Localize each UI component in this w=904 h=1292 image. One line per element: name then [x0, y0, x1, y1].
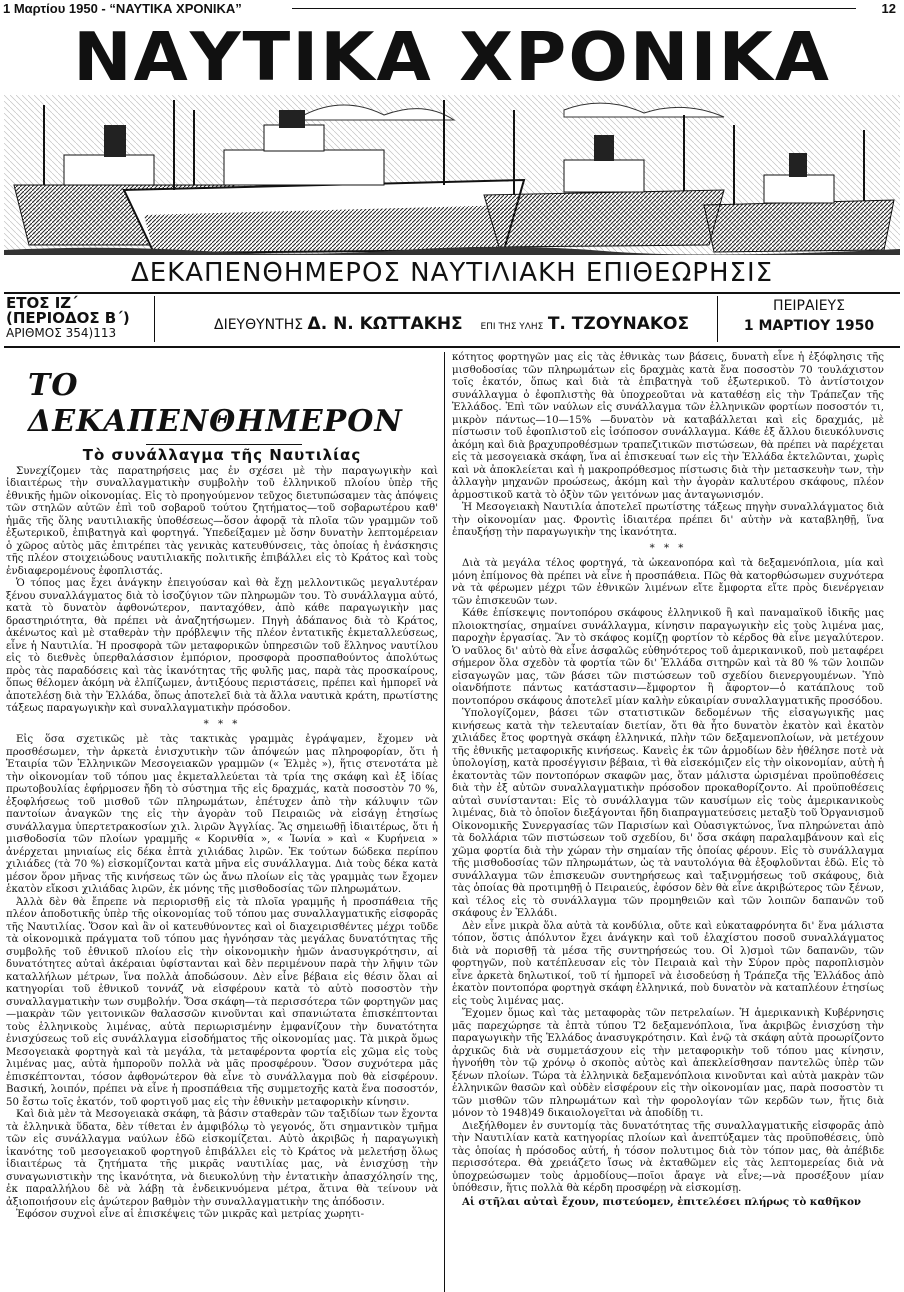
right-column	[452, 352, 884, 1208]
paragraph: Ἡ Μεσογειακὴ Ναυτιλία ἀποτελεῖ πρωτίστης τάξεως πηγὴν συναλλάγματος διὰ τὴν οἰκονομίαν μας. Φροντὶς ἰδιαιτέρα πρέπει δι' αὐτὴν νὰ καταβληθῇ, ἵνα ἐπαυξήσῃ τὴν παραγωγικὴν της ἰκανότητα.	[452, 502, 884, 538]
section-heading: ΤΟ ΔΕΚΑΠΕΝΘΗΜΕΡΟΝ	[28, 368, 403, 439]
ships-illustration	[4, 95, 900, 255]
paragraph: Καὶ διὰ μὲν τὰ Μεσογειακὰ σκάφη, τὰ βάσιν σταθερὰν τῶν ταξιδίων των ἔχοντα τὰ ἑλληνικὰ ὕδατα, δὲν τίθεται ἐν ἀμφιβόλῳ τὸ γεγονός, ὅτι σημαντικὸν τμῆμα τῶν εἰς συνάλλαγμα ναύλων ἐδῶ εἰσκομίζεται. Αὐτὸ ἀκριβῶς ἡ παραγωγικὴ ἰκανότης τοῦ μεσογειακοῦ φορτηγοῦ ἐπιβάλλει εἰς τὸ Κράτος νὰ μελετήσῃ ὅλως ἰδιαιτέρως τὰ ζητήματα τῆς μικρᾶς ναυτιλίας μας, νὰ ἐνισχύσῃ τὴν συναγωνιστικὴν της ἰκανότητα, νὰ διευκολύνῃ τὴν ἐντατικὴν ἀπασχόλησίν της, ἐκ παραλλήλου δὲ νὰ λάβῃ τὰ ἐνδεικνυόμενα μέτρα, ἅτινα θὰ τείνουν νὰ ἀξιοποιήσουν εἰς ἀνώτερον βαθμὸν τὴν συναλλαγματικὴν της ἀπόδοσιν.	[6, 1109, 438, 1208]
paragraph: Ἐφόσον συχνοὶ εἶνε αἱ ἐπισκέψεις τῶν μικρᾶς καὶ μετρίας χωρητι-	[16, 1209, 365, 1220]
paragraph: Εἰς ὅσα σχετικῶς μὲ τὰς τακτικὰς γραμμὰς ἐγράψαμεν, ἔχομεν νὰ προσθέσωμεν, τὴν ἀρκετὰ ἐνισχυτικὴν τῶν ἀπόψεών μας πληροφορίαν, ὅτι ἡ Ἑταιρία τῶν Ἑλληνικῶν Μεσογειακῶν γραμμῶν (« Ἑλμὲς »), ἥτις στενοτάτα μὲ τὴν οἰκονομίαν τοῦ τόπου μας ἐκμεταλλεύεται τὰ τρία της σκάφη καὶ ἐξ ἰδίας πρωτοβουλίας ἐφήρμοσεν ἤδη τὸ σύστημα τῆς εἰς δραχμάς, κατὰ ποσοστὸν 70 %, ἐξοφλήσεως τοῦ μισθοῦ τῶν πληρωμάτων, ἐπέτυχεν ἀπὸ τὴν κάλυψιν τῶν παντοίων ἀναγκῶν της εἰς τὴν ἀγορὰν τοῦ Πειραιῶς νὰ εἰσάγῃ ἐτησίως συνάλλαγμα ὑπερτετρακοσίων χιλ. λιρῶν Ἀγγλίας. Ἂς σημειωθῇ ἰδιαιτέρως, ὅτι ἡ μισθοδοσία τῶν πλοίων γραμμῆς « Κορινθία », « Ἰωνία » καὶ « Κυρήνεια » ἀνέρχεται μηνιαίως εἰς δέκα ἑπτὰ χιλιάδας λιρῶν. Ἐκ τούτων δώδεκα περίπου χιλιάδες (τὰ 70 %) εἰσκομίζονται κατὰ μῆνα εἰς συνάλλαγμα. Διὰ τοὺς δέκα κατὰ μέσον ὅρον μῆνας τῆς κινήσεως τῶν ὡς ἄνω πλοίων εἰς τὰς γραμμὰς των ἔχομεν ἑκατὸν εἴκοσι χιλιάδας λιρῶν, ἐκ μόνης τῆς μισθοδοσίας τῶν πληρωμάτων.	[6, 734, 438, 895]
year-label: ΕΤΟΣ ΙΖ΄ (ΠΕΡΙΟΔΟΣ Β΄)	[6, 294, 130, 327]
publication-date: 1 ΜΑΡΤΙΟΥ 1950	[743, 318, 875, 334]
paragraph: Αἱ στῆλαι αὐταὶ ἔχουν, πιστεύομεν, ἐπιτελέσει πλήρως τὸ καθῆκον	[462, 1195, 861, 1208]
paragraph: Δὲν εἶνε μικρὰ ὅλα αὐτὰ τὰ κονδύλια, οὔτε καὶ εὐκαταφρόνητα δι' ἕνα μάλιστα τόπον, ὅστις ἀπόλυτον ἔχει ἀνάγκην καὶ τοῦ ἐλαχίστου ποσοῦ συναλλάγματος διὰ νὰ πορισθῇ τὰ μέσα τῆς συντηρήσεώς του. Οἱ λ)σμοὶ τῶν δαπανῶν, τῶν φορτηγῶν, ποὺ κατέπλευσαν εἰς τὸν Πειραιὰ καὶ τὴν Σύρον πρὸς παροπλισμὸν εἶνε ἀρκετὰ δηλωτικοί, τοῦ τί ἠμπορεῖ νὰ ἐισοδεύσῃ ἡ Τράπεζα τῆς Ἑλλάδος ἀπὸ ἑκατὸν ποντοπόρα φορτηγὰ σκάφη ἑλληνικά, ποὺ δυνατὸν νὰ καταπλέουν ἐτησίως εἰς τοὺς λιμένας μας.	[452, 920, 884, 1007]
page-header	[0, 0, 904, 18]
director-name: Δ. Ν. ΚΩΤΤΑΚΗΣ	[307, 314, 463, 334]
paragraph: Διὰ τὰ μεγάλα τέλος φορτηγά, τὰ ὠκεανοπόρα καὶ τὰ δεξαμενόπλοια, μία καὶ μόνη ἐπίμονος θὰ πρέπει νὰ εἶνε ἡ προσπάθεια. Πῶς θὰ κατορθώσωμεν συχνότερα νὰ τὰ φέρωμεν μέχρι τῶν ἐθνικῶν λιμένων εἴτε ἔμφορτα εἴτε πρὸς διενέργειαν τῶν ἐπισκευῶν των.	[452, 558, 884, 607]
paragraph: Ὁ τόπος μας ἔχει ἀνάγκην ἐπειγούσαν καὶ θὰ ἔχῃ μελλοντικῶς μεγαλυτέραν ξένου συναλλάγματος διὰ τὸ ἰσοζύγιον τῶν πληρωμῶν του. Τὸ συνάλλαγμα αὐτό, κατὰ τὸ δυνατὸν ἀφθονώτερον, πανταχόθεν, ἀπὸ κάθε παραγωγικὴν μας δραστηριότητα, θὰ πρέπει νὰ ἀναζητήσωμεν. Πηγὴ ἀδάπανος διὰ τὸ Κράτος, ἀκένωτος καὶ μὲ σταθερὰν τὴν πρόβλεψιν τῆς πλέον ἐντατικῆς ἐκμεταλλεύσεως, εἶνε ἡ Ναυτιλία. Ἡ προσφορὰ τῶν μεταφορικῶν ὑπηρεσιῶν τοῦ ἕλληνος ναυτίλου εἰς τὸ διεθνὲς ὑπερθαλάσσιον ἐμπόριον, προσφορὰ προσπαθούντος ἀπολύτως πρὸς τὰς παραδόσεις καὶ τὰς ἰκανότητας τῆς φυλῆς μας, παρὰ τὰς προσκαίρους, ὅπως θέλομεν ἀκόμη νὰ ἐλπίζωμεν, ἀντιξόους περιστάσεις, πρέπει καὶ ἠμπορεῖ νὰ ἀποτελέσῃ διὰ τὴν Ἑλλάδα, ὅπως ἀποτελεῖ διὰ τὰ ἄλλα ναυτικὰ κράτη, πρωτίστης τάξεως παραγωγικὴν καὶ συναλλαγματικὴν πρόσοδον.	[6, 578, 438, 714]
editor-name: Τ. ΤΖΟΥΝΑΚΟΣ	[547, 314, 690, 334]
info-bar	[4, 292, 900, 348]
city: ΠΕΙΡΑΙΕΥΣ	[773, 298, 845, 314]
separator: * * *	[203, 718, 241, 730]
editor-label: ΕΠΙ ΤΗΣ ΥΛΗΣ	[480, 322, 544, 332]
header-rule	[292, 8, 856, 9]
article-subheading: Τὸ συνάλλαγμα τῆς Ναυτιλίας	[82, 446, 362, 464]
paragraph: Ὑπολογίζομεν, βάσει τῶν στατιστικῶν δεδομένων τῆς εἰσαγωγικῆς μας κινήσεως κατὰ τὴν τελευταίαν διετίαν, ὅτι θὰ ἦτο δυνατὸν ἑκατὸν καὶ ἑκατὸν χιλιάδες ἔτος φορτηγὰ σκάφη ἑλληνικά, πλὴν τῶν δεξαμενοπλοίων, νὰ μετέχουν τῆς ἐθνικῆς μεταφορικῆς κινήσεως. Κανεὶς ἐκ τῶν ἁρμοδίων δὲν ἠθέλησε ποτὲ νὰ ὑπολογίσῃ, κατὰ προσέγγισιν βέβαια, τὶ θὰ εἰσεκόμιζεν εἰς τὴν οἰκονομίαν, αὐτὴ ἡ ἑκατοντὰς τῶν ποντοπόρων σκαφῶν μας, ὅταν μάλιστα ὡρισμέναι προϋποθέσεις διὰ τὴν ἐξ αὐτῶν συναλλαγματικὴν πρόσοδον προκαθορίζοντο. Αἱ προϋποθέσεις αὐταὶ συνίστανται: Εἰς τὸ συνάλλαγμα τῶν καυσίμων εἰς τοὺς ἀμερικανικοὺς λιμένας, διὰ τὸ ὁποῖον διεξάγονται ἤδη διαπραγματεύσεις μεταξὺ τοῦ Ὀργανισμοῦ Οἰκονομικῆς Συνεργασίας τῶν Παρισίων καὶ Οὐασιγκτώνος, ἵνα πληρώνεται ἀπὸ τὰ δολλάρια τῶν πιστώσεων τοῦ σχεδίου, δι' ὅσα σκάφη παραλαμβάνουν καὶ εἰς χῶμα φορτία διὰ τὴν χώραν τὴν σημαίαν τῆς ὁποίας φέρουν. Εἰς τὸ συνάλλαγμα τῆς μισθοδοσίας τῶν πληρωμάτων, ὡς τὰ ναυτολόγια θὰ ἐξοφλοῦνται ἐδῶ. Εἰς τὸ συνάλλαγμα τῶν ἐπισκευῶν συντηρήσεως καὶ ταξινομήσεως τοῦ σκάφους, διὰ τὰς ὁποίας θὰ προτιμηθῇ ὁ Πειραιεύς, ἐφόσον δὲν θὰ εἶνε ἀκριβώτερος τῶν ξένων, καὶ τέλος εἰς τὸ συνάλλαγμα τῶν προμηθειῶν καὶ τῶν λοιπῶν δαπανῶν τοῦ σκάφους ἐν Ἑλλάδι.	[452, 708, 884, 919]
director-label: ΔΙΕΥΘΥΝΤΗΣ	[214, 317, 304, 333]
paragraph: Ἀλλὰ δὲν θὰ ἔπρεπε νὰ περιορισθῇ εἰς τὰ πλοῖα γραμμῆς ἡ προσπάθεια τῆς πλέον ἀποδοτικῆς ὑπὲρ τῆς οἰκονομίας τοῦ τόπου μας συναλλαγματικῆς εἰσφορᾶς τῆς Ναυτιλίας. Ὅσον καὶ ἂν οἱ κατευθύνοντες καὶ οἱ διαχειρισθέντες μέχρι τοῦδε τὰ οἰκονομικὰ πράγματα τοῦ τόπου μας ἠγνόησαν τὰς μεγάλας δυνατότητας τῆς συμβολῆς τοῦ ἐθνικοῦ πλοίου εἰς τὴν οἰκονομικὴν ἡμῶν ἀνασυγκρότησιν, αἱ δυνατότητες αὐταὶ ἀκέραιαι ὑφίστανται καὶ δὲν περιμένουν παρὰ τὴν λῆψιν τῶν καταλλήλων μέτρων, ἵνα πολλὰ ἀποδώσουν. Δὲν εἶνε βέβαια εἰς θέσιν ὅλαι αἱ κατηγορίαι τοῦ ἐθνικοῦ τοννάζ νὰ εἰσφέρουν κατὰ τὸ αὐτὸ ποσοστὸν τὴν συναλλαγματικὴν των συμβολήν. Ὅσα σκάφη—τὰ περισσότερα τῶν φορτηγῶν μας—μακρὰν τῶν γειτονικῶν θαλασσῶν κινοῦνται καὶ σπανιώτατα ἐπισκέπτονται τοὺς ἑλληνικοὺς λιμένας, αὐτὰ περιωρισμένην ἐμφανίζουν τὴν δυνατότητα ἐνισχύσεως τοῦ εἰς συνάλλαγμα εἰσοδήματος τῆς οἰκονομίας μας. Τὰ μικρὰ ὅμως Μεσογειακὰ φορτηγὰ καὶ τὰ μεγάλα, τὰ μεταφέροντα φορτία εἰς χῶμα εἰς τοὺς λιμένας μας, αὐτὰ ἠμποροῦν πολλὰ νὰ μᾶς προσφέρουν. Ὅσον συχνότερα μᾶς ἐπισκέπτονται, τόσον ἀφθονώτερον θὰ εἶνε τὸ συνάλλαγμα ποὺ θὰ εἰσφέρουν. Βασική, λοιπόν, πρέπει νὰ εἶνε ἡ προσπάθεια τῆς συμμετοχῆς κατὰ ἕνα ποσοστόν, 50 ἔστω τοῖς ἑκατόν, τοῦ φορτιγοῦ μας εἰς τὴν ἐθνικὴν μεταφορικὴν κίνησιν.	[6, 896, 438, 1108]
paragraph: Συνεχίζομεν τὰς παρατηρήσεις μας ἐν σχέσει μὲ τὴν παραγωγικὴν καὶ ἰδιαιτέρως τὴν συναλλαγματικὴν συμβολὴν τοῦ ἑλληνικοῦ πλοίου ὑπὲρ τῆς ἐθνικῆς ἡμῶν οἰκονομίας. Εἰς τὸ προηγούμενον τεῦχος διετυπώσαμεν τὰς ἀπόψεις τῶν στηλῶν αὐτῶν ἐπὶ τοῦ σοβαροῦ τούτου ζητήματος—τοῦ σοβαρωτέρου καθ' ἡμᾶς τῆς ὅλης ναυτιλιακῆς ὑποθέσεως—ὅσον ἀφορᾷ τὰ πλοῖα τῶν γραμμῶν τοῦ ἐξωτερικοῦ, ἐπιβατηγὰ καὶ φορτηγά. Ὑπεδείξαμεν μὲ ὅσην δυνατὴν λεπτομέρειαν ὁ χῶρος αὐτὸς μᾶς ἐπιτρέπει τὰς γενικὰς κατευθύνσεις, τὰς ὁποίας ἡ ἐνάσκησις τῆς πλέον στοιχειώδους ναυτιλιακῆς πολιτικῆς ἐπιβάλλει εἰς τὸ Κράτος καὶ τοὺς ἐνδιαφερομένους ἐφοπλιστάς.	[6, 465, 438, 577]
paragraph: Ἔχομεν ὅμως καὶ τὰς μεταφορὰς τῶν πετρελαίων. Ἡ ἀμερικανικὴ Κυβέρνησις μᾶς παρεχώρησε τὰ ἑπτὰ τύπου Τ2 δεξαμενόπλοια, ἵνα ἀκριβῶς ἐνισχύσῃ τὴν παραγωγικὴν τῆς Ἑλλάδος ἀνασυγκρότησιν. Καὶ ἐνῷ τὰ σκάφη αὐτὰ προωρίζοντο ἀρχικῶς διὰ νὰ συμμετάσχουν εἰς τὴν μεταφορικὴν τοῦ τόπου μας κίνησιν, ἠγνοήθη τὸν τῷ χρόνῳ ὁ σκοπὸς αὐτὸς καὶ ἀπεκλείσθησαν παντελῶς ὑπὲρ τῶν ξένων πλοίων. Τώρα τὰ ἑλληνικὰ δεξαμενόπλοια κινοῦνται καὶ αὐτὰ μακρὰν τῶν ἑλληνικῶν θασῶν καὶ οὐδὲν εἰσφέρουν εἰς τὴν οἰκονομίαν μας, παρὰ ποσοστὸν τι τῶν μισθῶν τῶν πληρωμάτων καὶ τὴν φορολογίαν τῶν κερδῶν των, ἥτις διὰ μόνον τὸ 1948)49 δικαιολογεῖται νὰ ἀποδίδῃ τι.	[452, 1008, 884, 1119]
paragraph: κότητος φορτηγῶν μας εἰς τὰς ἐθνικὰς των βάσεις, δυνατὴ εἶνε ἡ ἐξόφλησις τῆς μισθοδοσίας τῶν πληρωμάτων εἰς δραχμὰς κατὰ ἕνα ποσοστὸν 70 τουλάχιστον τοῖς ἑκατόν, ὅπως καὶ διὰ τὰ ἐπιβατηγὰ τοῦ ἐξωτερικοῦ. Τὸ ἀντίστοιχον συνάλλαγμα ὁ ἐφοπλιστὴς θὰ ὑποχρεοῦται νὰ καταθέσῃ εἰς τὴν Τράπεζαν τῆς Ἑλλάδος. Ἐπὶ τῶν ναύλων εἰς συνάλλαγμα τῶν ἑλληνικῶν φορτίων ποσοστόν τι, μικρὸν πάντως—10—15% —δυνατὸν νὰ καταβάλλεται καὶ εἰς δραχμάς, μὲ πίστωσιν τοῦ ἐφοπλιστοῦ εἰς ἰσόποσον συνάλλαγμα. Κάθε ἐξ ἄλλου διευκόλυνσις ἀκόμη καὶ διὰ βραχυπροθέσμων τραπεζιτικῶν πιστώσεων, θὰ πρέπει νὰ παρέχεται εἰς τὰ μεσογειακὰ σκάφη, ἵνα αἱ ἐπισκευαί των εἰς τὴν Ἑλλάδα ἐκτελῶνται, χωρὶς καὶ νὰ ἀποκλείεται καὶ ἡ μακροπρόθεσμος πίστωσις διὰ τὴν μετασκευὴν των, τὴν ἀλλαγὴν μηχανῶν προώσεως, ἀκόμη καὶ τὴν ἀγορὰν καλυτέρου σκάφους, πλέον ἁρμοστικοῦ κατὰ τὸ ὀξὺν τῶν γειτόνων μας ἀνταγωνισμόν.	[452, 352, 884, 501]
paragraph: Κάθε ἐπίσκεψις ποντοπόρου σκάφους ἑλληνικοῦ ἢ καὶ παναμαϊκοῦ ἰδικῆς μας πλοιοκτησίας, σημαίνει συνάλλαγμα, κίνησιν παραγωγικὴν εἰς τοὺς λιμένα μας, παροχὴν ἐργασίας. Ἂν τὸ σκάφος κομίζῃ φορτίον τὸ κέρδος θὰ εἶνε μεγαλύτερον. Ὁ ναῦλος δι' αὐτὸ θὰ εἶνε ἀσφαλῶς εὐθηνότερος τοῦ ἀμερικανικοῦ, ποὺ μεταφέρει σήμερον ὅλα σχεδὸν τὰ φορτία τῶν δι' Ἑλλάδα σιτηρῶν καὶ τὰ 80 % τῶν λοιπῶν εἰσαγωγῶν μας, τῶν βάσει τῶν πιστώσεων τοῦ σχεδίου διενεργουμένων. Ὑπὸ οἰανδήποτε πάντως κατάστασιν—ἔμφορτον ἢ ἄφορτον—ὁ κατάπλους τοῦ ποντοπόρου σκάφους ἀποτελεῖ μίαν καλὴν εὐκαιρίαν συναλλαγματικῆς προσόδου.	[452, 608, 884, 707]
separator: * * *	[649, 542, 687, 554]
issue-info	[4, 296, 155, 342]
paragraph: Διεξήλθομεν ἐν συντομίᾳ τὰς δυνατότητας τῆς συναλλαγματικῆς εἰσφορᾶς ἀπὸ τὴν Ναυτιλίαν κατὰ κατηγορίας πλοίων καὶ ἀνεπτύξαμεν τὰς προϋποθέσεις, ὑπὸ τὰς ὁποίας ἡ πρόσοδος αὐτή, ἡ τόσον πολυτιμος διὰ τὸν τόπον μας, θὰ ἀπέβιδε περισσότερα. Θὰ χρειάζετο ἴσως νὰ ἐκταθῶμεν εἰς τὰς λεπτομερείας διὰ νὰ ὑποχρεώσωμεν τοὺς ἁρμοδίους—ποῖοι ἄραγε νὰ εἶνε;—νὰ προσέξουν μίαν ὑπόθεσιν, ἥτις πολλὰ θὰ κέρδη προσφέρῃ νὰ εἰσκομίσῃ.	[452, 1120, 884, 1194]
masthead-title: ΝΑΥΤΙΚΑ ΧΡΟΝΙΚΑ	[73, 18, 831, 96]
place-date	[717, 296, 900, 342]
column-divider	[444, 352, 445, 1292]
harbor-ships-icon	[4, 95, 900, 255]
page-number: 12	[881, 1, 896, 16]
heading-rule	[146, 444, 302, 445]
staff-info	[214, 314, 689, 334]
masthead-subtitle: ΔΕΚΑΠΕΝΘΗΜΕΡΟΣ ΝΑΥΤΙΛΙΑΚΗ ΕΠΙΘΕΩΡΗΣΙΣ	[130, 258, 774, 288]
left-column	[6, 356, 438, 1222]
issue-date-line: 1 Μαρτίου 1950 - “ΝΑΥΤΙΚΑ ΧΡΟΝΙΚΑ”	[3, 1, 242, 16]
issue-number: ΑΡΙΘΜΟΣ 354)113	[6, 326, 117, 340]
